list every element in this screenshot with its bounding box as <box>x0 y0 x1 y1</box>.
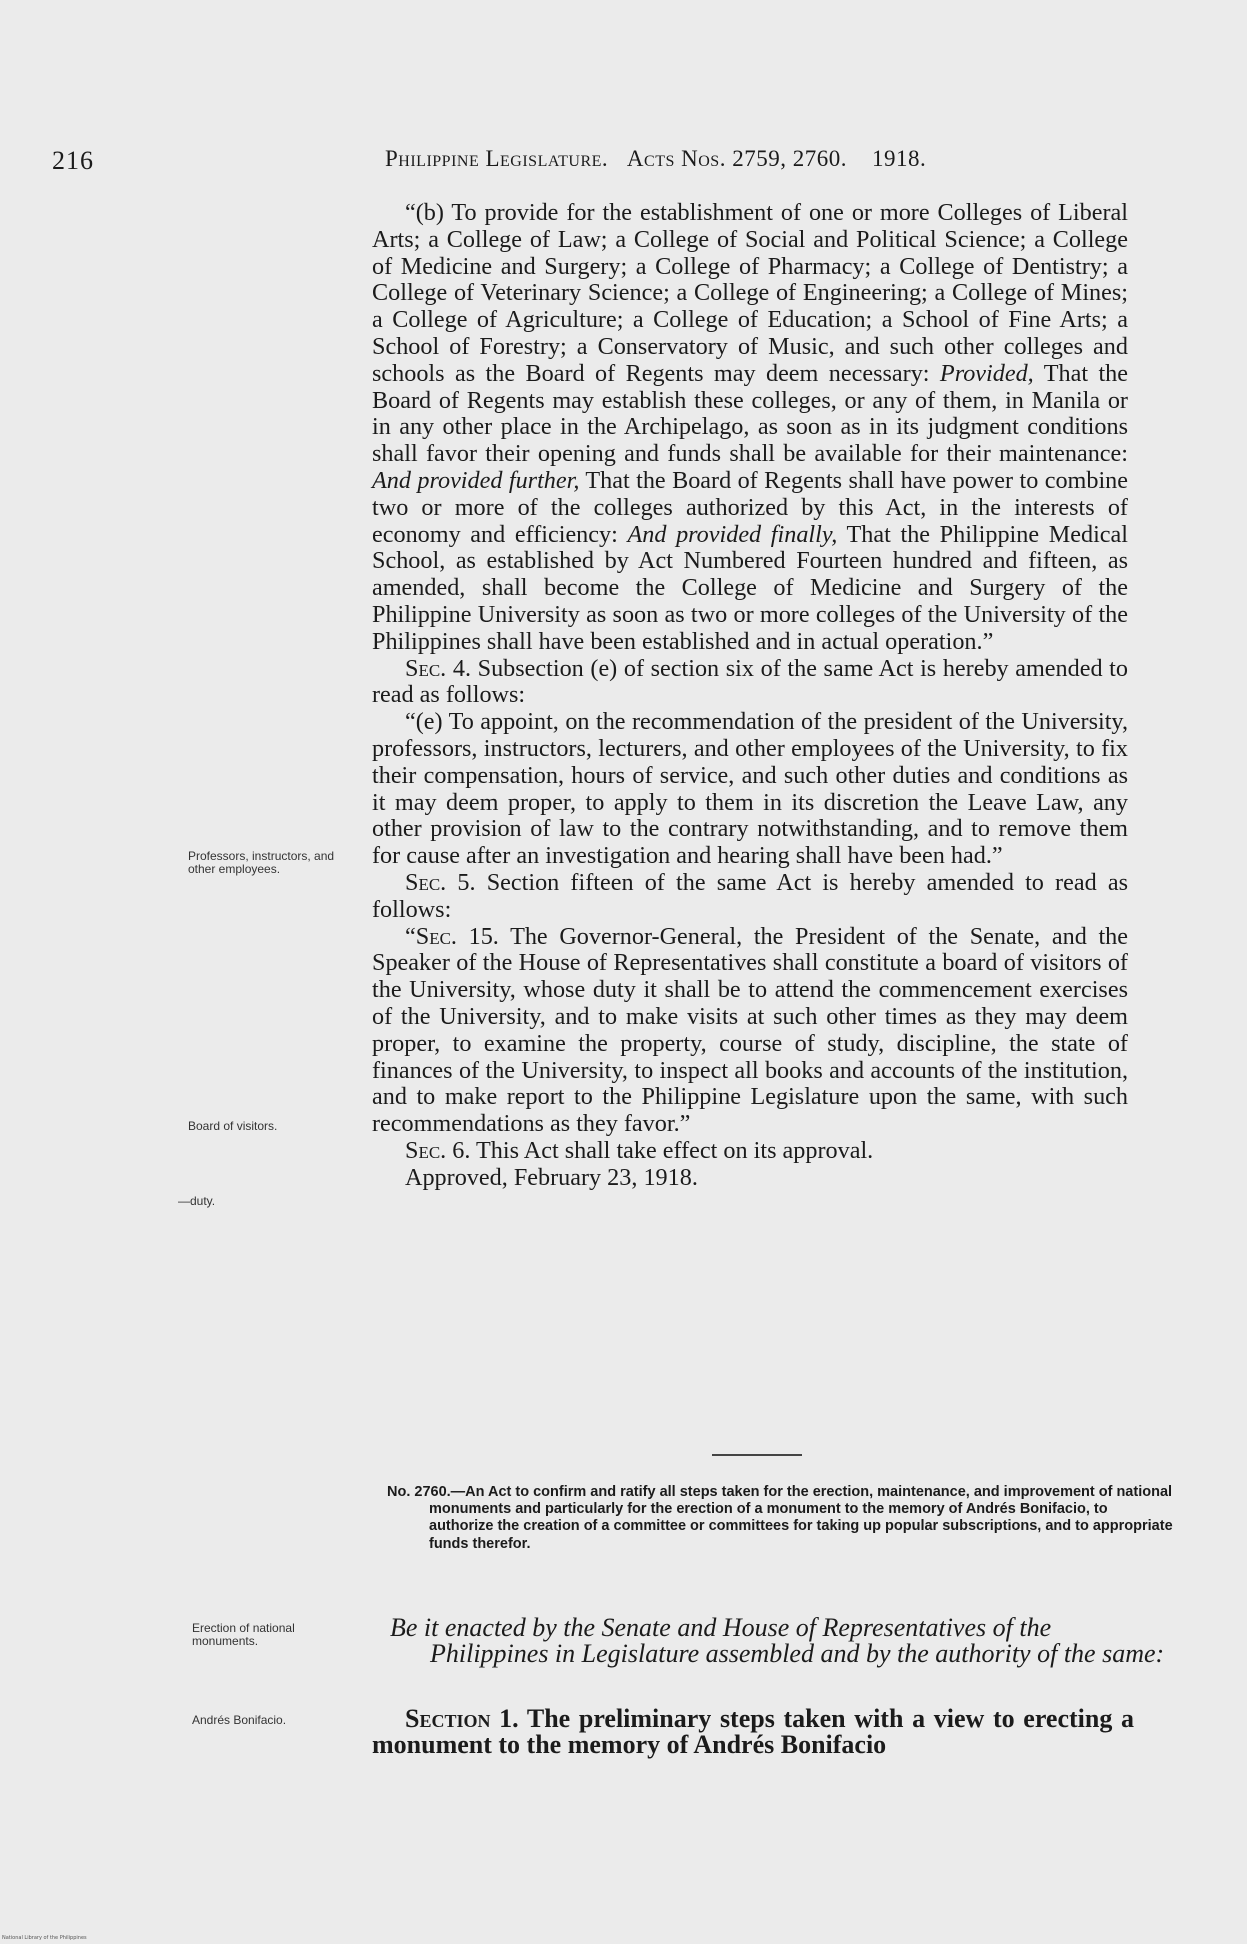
subsection-e-paragraph: “(e) To appoint, on the recommendation of the president of the University, professors, instructors, lecturers, and other employees of the University, to fix their compensation, hours of service, and such other duties and conditions as it may deem proper, to apply to them in its discretion the Leave Law, any other provision of law to the contrary notwithstanding, and to remove them for cause after an investigation and hearing shall have been had.” <box>372 708 1128 870</box>
enacting-clause: Be it enacted by the Senate and House of Representatives of the Philippines in Legislature assembled and by the authority of the same: <box>390 1613 1165 1668</box>
margin-note-board-of-visitors: Board of visitors. <box>188 1119 278 1133</box>
margin-note-erection: Erection of national monuments. <box>192 1621 295 1648</box>
section-15-paragraph: “Sec. 15. The Governor-General, the President of the Senate, and the Speaker of the House of Representatives shall constitute a board of visitors of the University, whose duty it shall be to attend the commencement exercises of the University, and to make visits at such other times as they may deem proper, to examine the property, course of study, discipline, the state of finances of the University, to inspect all books and accounts of the institution, and to make report to the Philippine Legislature upon the same, with such recommendations as they favor.” <box>372 922 1128 1138</box>
section-4-paragraph: Sec. 4. Subsection (e) of section six of the same Act is hereby amended to read as follows: <box>372 654 1128 709</box>
footer-credit: National Library of the Philippines <box>2 1935 87 1941</box>
section-6-paragraph: Sec. 6. This Act shall take effect on its approval. <box>405 1136 874 1164</box>
margin-note-duty: —duty. <box>178 1194 216 1208</box>
margin-note-professors: Professors, instructors, and other employees. <box>188 849 335 876</box>
subsection-b-paragraph: “(b) To provide for the establishment of one or more Colleges of Liberal Arts; a College of Law; a College of Social and Political Science; a College of Medicine and Surgery; a College of Pharmacy; a College of Dentistry; a College of Veterinary Science; a College of Engineering; a College of Mines; a College of Agriculture; a College of Education; a School of Fine Arts; a School of Forestry; a Conservatory of Music, and such other colleges and schools as the Board of Regents may deem necessary: Provided, That the Board of Regents may establish these colleges, or any of them, in Manila or in any other place in the Archipelago, as soon as in its judgment conditions shall favor their opening and funds shall be available for their maintenance: And provided further, That the Board of Regents shall have power to combine two or more of the colleges authorized by this Act, in the interests of economy and efficiency: And provided finally, That the Philippine Medical School, as established by Act Numbered Fourteen hundred and fifteen, as amended, shall become the College of Medicine and Surgery of the Philippine University as soon as two or more colleges of the University of the Philippines shall have been established and in actual operation.” <box>372 199 1128 655</box>
approval-line: Approved, February 23, 1918. <box>405 1163 698 1191</box>
running-header <box>385 146 926 172</box>
body-text <box>372 200 1128 1191</box>
header-year: 1918. <box>871 146 927 171</box>
page-number: 216 <box>52 146 94 175</box>
act-2760-summary: No. 2760.—An Act to confirm and ratify all steps taken for the erection, maintenance, and improvement of national monuments and particularly for the erection of a monument to the memory of Andrés Bonifacio, to authorize the creation of a committee or committees for taking up popular subscriptions, and to appropriate funds therefor. <box>387 1484 1173 1552</box>
section-divider <box>712 1454 802 1456</box>
running-title: Philippine Legislature. <box>385 146 609 171</box>
section-5-paragraph: Sec. 5. Section fifteen of the same Act is hereby amended to read as follows: <box>372 868 1128 923</box>
margin-note-andres: Andrés Bonifacio. <box>192 1713 287 1727</box>
section-1-paragraph: Section 1. The preliminary steps taken with a view to erecting a monument to the memory of Andrés Bonifacio <box>372 1704 1134 1759</box>
acts-numbers: Acts Nos. 2759, 2760. <box>626 146 847 171</box>
